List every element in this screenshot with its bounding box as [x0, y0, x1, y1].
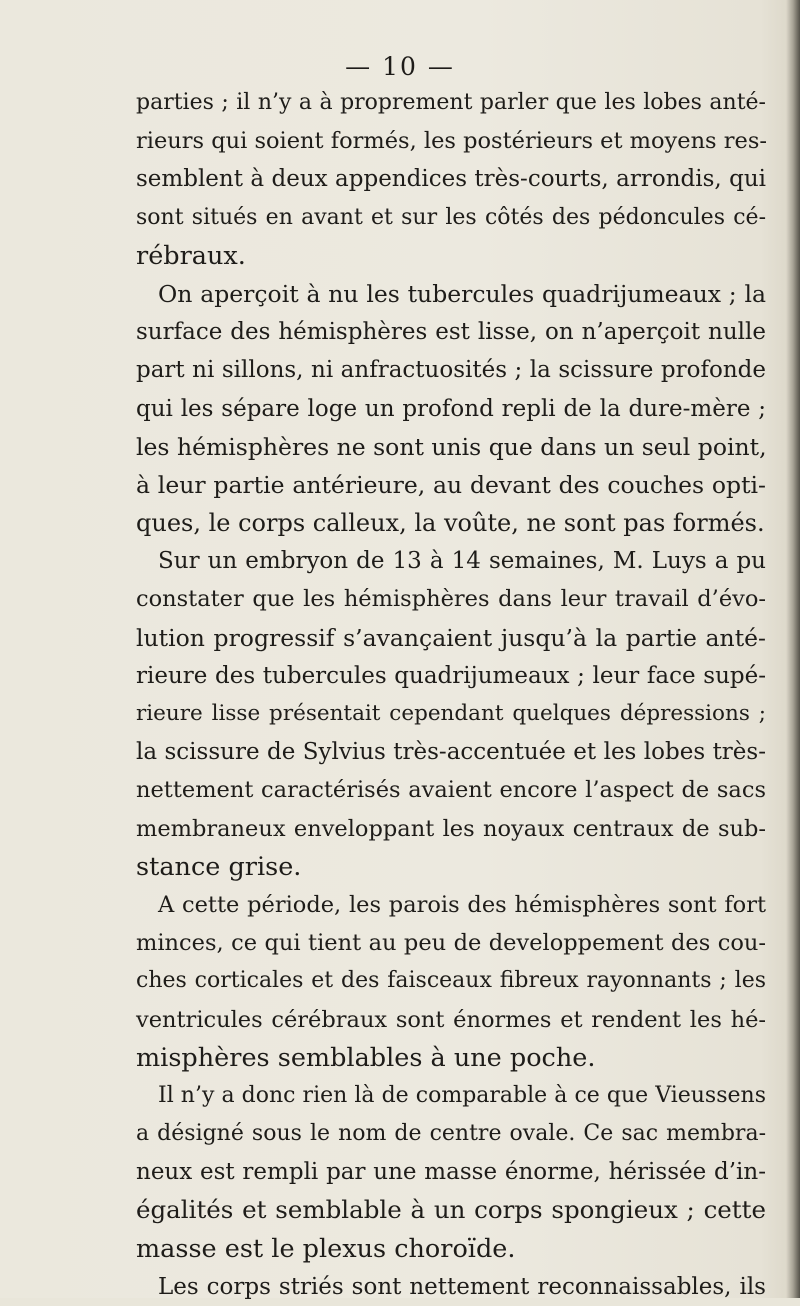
text-line: lution progressif s’avançaient jusqu’à la partie anté-: [136, 623, 766, 652]
text-line: a désigné sous le nom de centre ovale. Ce sac membra-: [136, 1121, 766, 1147]
text-line: semblent à deux appendices très-courts, arrondis, qui: [136, 166, 766, 193]
text-line: Sur un embryon de 13 à 14 semaines, M. Luys a pu: [158, 548, 766, 575]
text-line: A cette période, les parois des hémisphères sont fort: [158, 891, 766, 918]
text-line: parties ; il n’y a à proprement parler que les lobes anté-: [136, 90, 766, 115]
text-line: On aperçoit à nu les tubercules quadrijumeaux ; la: [158, 279, 766, 308]
text-line: minces, ce qui tient au peu de developpement des cou-: [136, 930, 766, 957]
text-line: neux est rempli par une masse énorme, hérissée d’in-: [136, 1159, 766, 1186]
text-line: surface des hémisphères est lisse, on n’aperçoit nulle: [136, 319, 766, 346]
text-line: ches corticales et des faisceaux fibreux rayonnants ; les: [136, 968, 766, 994]
page-binding-shadow: [786, 0, 800, 1298]
text-line: égalités et semblable à un corps spongieux ; cette: [136, 1195, 766, 1225]
text-line: ques, le corps calleux, la voûte, ne sont pas formés.: [136, 509, 765, 538]
text-line: sont situés en avant et sur les côtés des pédoncules cé-: [136, 204, 766, 230]
text-line: rieure des tubercules quadrijumeaux ; leur face supé-: [136, 662, 766, 689]
text-line: rieurs qui soient formés, les postérieurs et moyens res-: [136, 128, 767, 155]
text-line: constater que les hémisphères dans leur travail d’évo-: [136, 586, 766, 613]
text-line: les hémisphères ne sont unis que dans un seul point,: [136, 432, 767, 461]
text-line: part ni sillons, ni anfractuosités ; la scissure profonde: [136, 357, 766, 384]
text-line: masse est le plexus choroïde.: [136, 1233, 516, 1264]
text-line: la scissure de Sylvius très-accentuée et les lobes très-: [136, 739, 766, 766]
text-line: Il n’y a donc rien là de comparable à ce que Vieussens: [158, 1082, 766, 1108]
text-line: membraneux enveloppant les noyaux centraux de sub-: [136, 815, 766, 842]
text-line: Les corps striés sont nettement reconnaissables, ils: [158, 1273, 766, 1300]
text-line: rieure lisse présentait cependant quelques dépressions ;: [136, 701, 766, 726]
text-line: rébraux.: [136, 240, 246, 271]
page-text: [136, 84, 766, 1306]
page-number: — 10 —: [345, 52, 455, 81]
text-line: stance grise.: [136, 851, 302, 882]
text-line: misphères semblables à une poche.: [136, 1042, 596, 1073]
text-line: qui les sépare loge un profond repli de la dure-mère ;: [136, 395, 766, 422]
text-line: nettement caractérisés avaient encore l’aspect de sacs: [136, 777, 766, 804]
text-line: ventricules cérébraux sont énormes et rendent les hé-: [136, 1006, 766, 1033]
text-line: à leur partie antérieure, au devant des couches opti-: [136, 470, 766, 499]
